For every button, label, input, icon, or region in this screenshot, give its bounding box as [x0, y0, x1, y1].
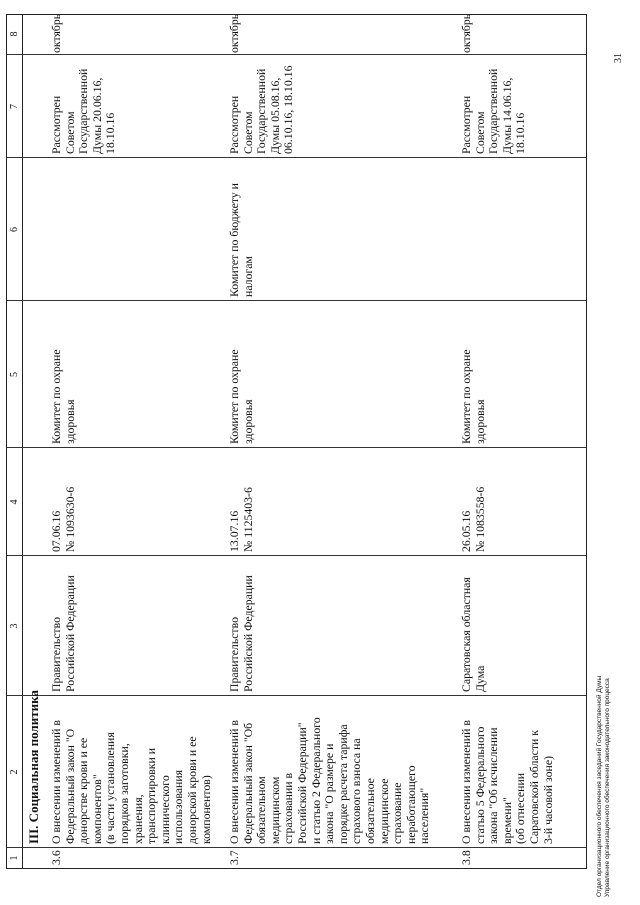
- section-heading-row: [22, 15, 44, 868]
- column-number: 7: [9, 104, 20, 109]
- column-number: 4: [9, 499, 20, 505]
- footer-department: [596, 676, 612, 897]
- row-number: 3.7: [227, 850, 241, 865]
- responsible-committee: Комитет по охране здоровья: [459, 349, 487, 444]
- bill-date-number: 26.05.16 № 1083558-6: [459, 486, 487, 552]
- bill-title: О внесении изменений в статью 5 Федерального закона "Об исчислении времени" (об отнесении Саратовской области к 3-й часовой зоне): [459, 720, 555, 844]
- co-executor-committee: Комитет по бюджету и налогам: [227, 183, 255, 297]
- bill-date-number: 13.07.16 № 1125403-6: [227, 487, 255, 552]
- bill-title: О внесении изменений в Федеральный закон "Об обязательном медицинском страховании в Российской Федерации" и статью 2 Федерального закона "О размере и порядке расчета тарифа страхового взноса на обязательное медицинское страхование неработающего населения": [227, 717, 432, 844]
- bill-term: октябрь: [227, 13, 241, 53]
- responsible-committee: Комитет по охране здоровья: [227, 349, 255, 444]
- column-number: 6: [9, 227, 20, 232]
- bill-status: Рассмотрен Советом Государственной Думы 20.06.16, 18.10.16: [49, 68, 118, 154]
- bill-initiator: Правительство Российской Федерации: [49, 575, 77, 692]
- column-divider: [7, 300, 22, 301]
- table-row: [454, 15, 584, 868]
- footer-line: Отдел организационного обеспечения заседаний Государственной Думы: [596, 675, 603, 897]
- column-number: 8: [9, 31, 20, 37]
- column-divider: [7, 555, 22, 556]
- column-number: 1: [9, 855, 20, 861]
- section-title: III. Социальная политика: [26, 690, 41, 844]
- bill-term: октябрь: [49, 13, 63, 53]
- column-number: 5: [9, 372, 20, 377]
- bill-title: О внесении изменений в Федеральный закон "О донорстве крови и ее компонентов" (в части установления порядков заготовки, хранения, транспортировки и клинического использования донорской крови и ее компонентов): [49, 720, 213, 844]
- bill-date-number: 07.06.16 № 1093630-6: [49, 486, 77, 552]
- table-row: [44, 15, 222, 868]
- column-divider: [7, 447, 22, 448]
- bill-status: Рассмотрен Советом Государственной Думы 05.08.16, 06.10.16, 18.10.16: [227, 65, 296, 154]
- column-number: 3: [9, 623, 20, 629]
- column-divider: [7, 695, 22, 696]
- row-number: 3.8: [459, 850, 473, 865]
- responsible-committee: Комитет по охране здоровья: [49, 349, 77, 444]
- footer-line: Управление организационного обеспечения законодательного процесса: [604, 678, 611, 897]
- bill-status: Рассмотрен Советом Государственной Думы 14.06.16, 18.10.16: [459, 68, 528, 154]
- column-divider: [7, 157, 22, 158]
- page-number: 31: [613, 53, 624, 63]
- bill-initiator: Правительство Российской Федерации: [227, 575, 255, 692]
- column-number: 2: [9, 769, 20, 775]
- row-number: 3.6: [49, 850, 63, 865]
- bill-term: октябрь: [459, 13, 473, 53]
- bills-table: [6, 14, 587, 869]
- column-number-header: [7, 15, 23, 868]
- table-row: [222, 15, 452, 868]
- bill-initiator: Саратовская областная Дума: [459, 577, 487, 692]
